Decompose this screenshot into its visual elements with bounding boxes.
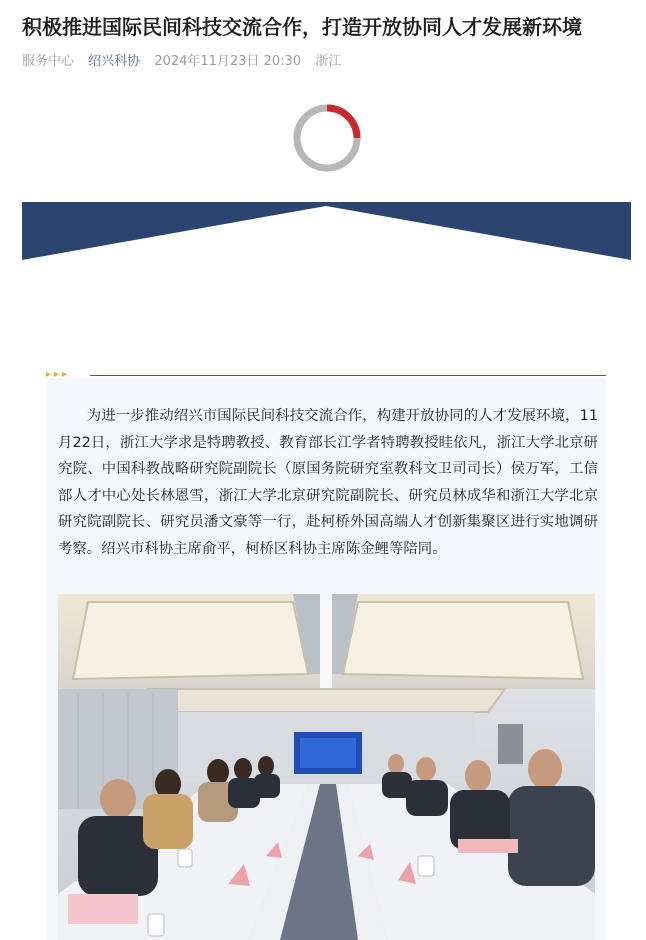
account-name-link[interactable]: 绍兴科协 <box>88 54 141 69</box>
article-paragraph: 为进一步推动绍兴市国际民间科技交流合作，构建开放协同的人才发展环境，11月22日，浙江大学求是特聘教授、教育部长江学者特聘教授眭依凡，浙江大学北京研究院、中国科教战略研究院副院长（原国务院研究室教科文卫司司长）侯万军，工信部人才中心处长林恩雪，浙江大学北京研究院副院长、研究员林成华和浙江大学北京研究院副院长、研究员潘文豪等一行，赴柯桥外国高端人才创新集聚区进行实地调研考察。绍兴市科协主席俞平，柯桥区科协主席陈金鲤等陪同。 <box>58 408 598 557</box>
header-banner <box>22 202 631 262</box>
meeting-photo[interactable] <box>58 594 595 940</box>
divider <box>90 375 606 376</box>
author-name: 服务中心 <box>22 54 75 69</box>
article-meta <box>22 53 351 71</box>
arrow-decoration-icon: ▸▸▸ <box>46 369 71 380</box>
meeting-room-photo-icon <box>58 594 595 940</box>
card-top-rule <box>46 369 606 381</box>
publish-datetime: 2024年11月23日 20:30 <box>154 54 302 69</box>
publish-location: 浙江 <box>315 54 342 69</box>
article-title: 积极推进国际民间科技交流合作，打造开放协同人才发展新环境 <box>22 15 582 39</box>
loading-spinner-icon <box>292 103 362 173</box>
